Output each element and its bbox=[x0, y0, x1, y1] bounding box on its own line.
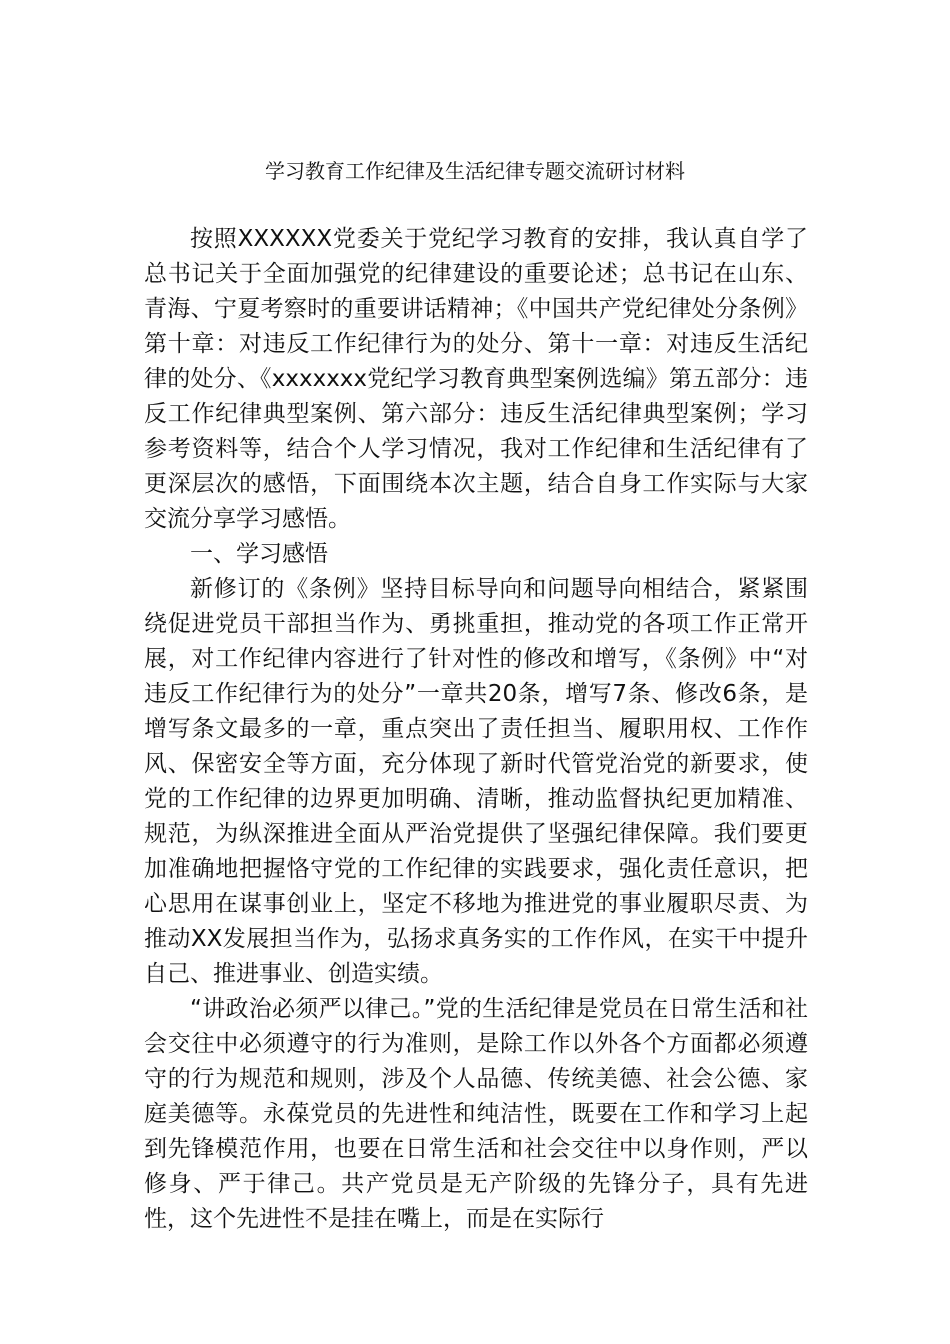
document-body bbox=[144, 222, 808, 1237]
section-heading: 一、学习感悟 bbox=[190, 541, 328, 567]
paragraph-life-discipline: “讲政治必须严以律己。”党的生活纪律是党员在日常生活和社会交往中必须遵守的行为准则，是除工作以外各个方面都必须遵守的行为规范和规则，涉及个人品德、传统美德、社会公德、家庭美德等。永葆党员的先进性和纯洁性，既要在工作和学习上起到先锋模范作用，也要在日常生活和社会交往中以身作则，严以修身、严于律己。共产党员是无产阶级的先锋分子，具有先进性，这个先进性不是挂在嘴上，而是在实际行 bbox=[144, 996, 808, 1232]
paragraph-intro: 按照XXXXXX党委关于党纪学习教育的安排，我认真自学了总书记关于全面加强党的纪律建设的重要论述；总书记在山东、青海、宁夏考察时的重要讲话精神；《中国共产党纪律处分条例》第十章：对违反工作纪律行为的处分、第十一章：对违反生活纪律的处分、《xxxxxxx党纪学习教育典型案例选编》第五部分：违反工作纪律典型案例、第六部分：违反生活纪律典型案例；学习参考资料等，结合个人学习情况，我对工作纪律和生活纪律有了更深层次的感悟，下面围绕本次主题，结合自身工作实际与大家交流分享学习感悟。 bbox=[144, 226, 808, 532]
document-title: 学习教育工作纪律及生活纪律专题交流研讨材料 bbox=[265, 159, 685, 183]
paragraph-work-discipline: 新修订的《条例》坚持目标导向和问题导向相结合，紧紧围绕促进党员干部担当作为、勇挑重担，推动党的各项工作正常开展，对工作纪律内容进行了针对性的修改和增写，《条例》中“对违反工作纪律行为的处分”一章共20条，增写7条、修改6条，是增写条文最多的一章，重点突出了责任担当、履职用权、工作作风、保密安全等方面，充分体现了新时代管党治党的新要求，使党的工作纪律的边界更加明确、清晰，推动监督执纪更加精准、规范，为纵深推进全面从严治党提供了坚强纪律保障。我们要更加准确地把握恪守党的工作纪律的实践要求，强化责任意识，把心思用在谋事创业上，坚定不移地为推进党的事业履职尽责、为推动XX发展担当作为，弘扬求真务实的工作作风，在实干中提升自己、推进事业、创造实绩。 bbox=[144, 576, 808, 987]
